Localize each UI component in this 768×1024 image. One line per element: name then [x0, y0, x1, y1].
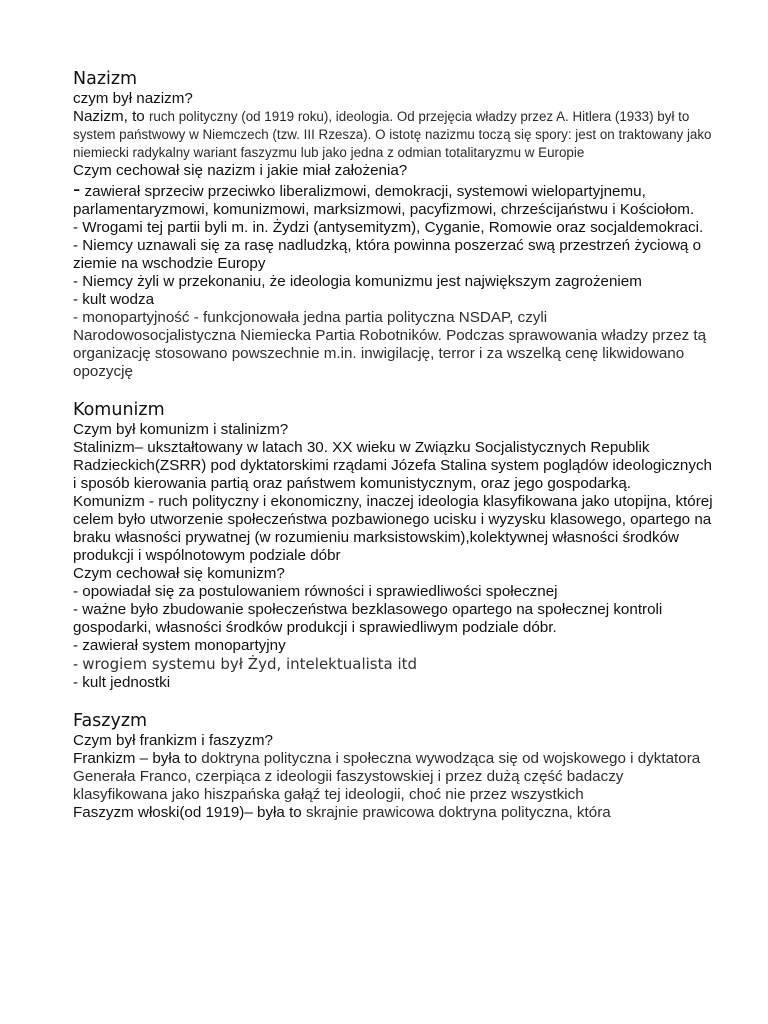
bullet-item: - monopartyjność - funkcjonowała jedna partia polityczna NSDAP, czyli Narodowosocjalistyczna Niemiecka Partia Robotników. Podczas sprawowania władzy przez tą organizację stosowano powszechnie m.in. inwigilację, terror i za wszelką cenę likwidowano opozycję: [73, 309, 707, 380]
question-francoism-fascism: Czym był frankizm i faszyzm?: [73, 732, 273, 749]
question-communism-features: Czym cechował się komunizm?: [73, 565, 285, 582]
paragraph-lead: Faszyzm włoski(od 1919)– była to: [73, 804, 306, 821]
spacer: [73, 381, 713, 399]
bullet-dash: -: [73, 656, 83, 673]
bullet-item: - Niemcy żyli w przekonaniu, że ideologia komunizmu jest największym zagrożeniem: [73, 273, 642, 290]
bullet-item: - Wrogami tej partii byli m. in. Żydzi (antysemityzm), Cyganie, Romowie oraz socjaldemokraci.: [73, 219, 704, 236]
paragraph-francoism-definition: [73, 750, 713, 804]
section-heading-komunizm: Komunizm: [73, 400, 165, 420]
bullet-item: - Niemcy uznawali się za rasę nadludzką, która powinna poszerzać swą przestrzeń życiową o ziemie na wschodzie Europy: [73, 237, 702, 272]
bullet-item: [73, 655, 713, 674]
paragraph-body: doktryna polityczna i społeczna wywodząca się od wojskowego i dyktatora Generała Franco, czerpiąca z ideologii faszystowskiej i przez dużą część badaczy klasyfikowana jako hiszpańska gałąź tej ideologii, choć nie przez wszystkich: [73, 750, 701, 803]
paragraph-lead: Frankizm – była to: [73, 750, 202, 767]
paragraph-italian-fascism-definition: [73, 804, 713, 822]
paragraph-lead: Nazizm, to: [73, 108, 149, 125]
paragraph-stalinism-definition: Stalinizm– ukształtowany w latach 30. XX wieku w Związku Socjalistycznych Republik Radzieckich(ZSRR) pod dyktatorskimi rządami Józefa Stalina system poglądów ideologicznych i sposób kierowania partią oraz państwem komunistycznym, oraz jego gospodarką.: [73, 439, 712, 492]
bullet-item: - kult jednostki: [73, 674, 171, 691]
bullet-text: wrogiem systemu był Żyd, intelektualista itd: [82, 655, 418, 673]
bullet-item: - opowiadał się za postulowaniem równości i sprawiedliwości społecznej: [73, 583, 558, 600]
bullet-dash: -: [73, 176, 81, 201]
bullet-item: - ważne było zbudowanie społeczeństwa bezklasowego opartego na społecznej kontroli gospodarki, własności środków produkcji i sprawiedliwym podziale dóbr.: [73, 601, 663, 636]
paragraph-body: skrajnie prawicowa doktryna polityczna, która: [305, 804, 611, 821]
section-heading-faszyzm: Faszyzm: [73, 711, 148, 731]
paragraph-body: ruch polityczny (od 1919 roku), ideologia. Od przejęcia władzy przez A. Hitlera (1933) był to system państwowy w Niemczech (tzw. III Rzesza). O istotę nazizmu toczą się spory: jest on traktowany jako niemiecki radykalny wariant faszyzmu lub jako jedna z odmian totalitaryzmu w Europie: [73, 109, 712, 160]
bullet-item: - kult wodza: [73, 291, 155, 308]
paragraph-nazism-definition: [73, 108, 713, 162]
bullet-text: zawierał sprzeciw przeciwko liberalizmowi, demokracji, systemowi wielopartyjnemu, parlamentaryzmowi, komunizmowi, marksizmowi, pacyfizmowi, chrześcijaństwu i Kościołom.: [73, 183, 695, 218]
paragraph-communism-definition: Komunizm - ruch polityczny i ekonomiczny, inaczej ideologia klasyfikowana jako utopijna, której celem było utworzenie społeczeństwa pozbawionego ucisku i wyzysku klasowego, opartego na braku własności prywatnej (w rozumieniu marksistowskim),kolektywnej własności środków produkcji i wspólnotowym podziale dóbr: [73, 493, 713, 564]
document-page: [73, 68, 713, 822]
question-what-was-nazism: czym był nazizm?: [73, 90, 193, 107]
section-heading-nazizm: Nazizm: [73, 69, 138, 89]
bullet-item: [73, 176, 713, 219]
bullet-item: - zawierał system monopartyjny: [73, 637, 286, 654]
spacer: [73, 692, 713, 710]
question-nazism-features: Czym cechował się nazizm i jakie miał założenia?: [73, 162, 408, 179]
question-communism-stalinism: Czym był komunizm i stalinizm?: [73, 421, 289, 438]
